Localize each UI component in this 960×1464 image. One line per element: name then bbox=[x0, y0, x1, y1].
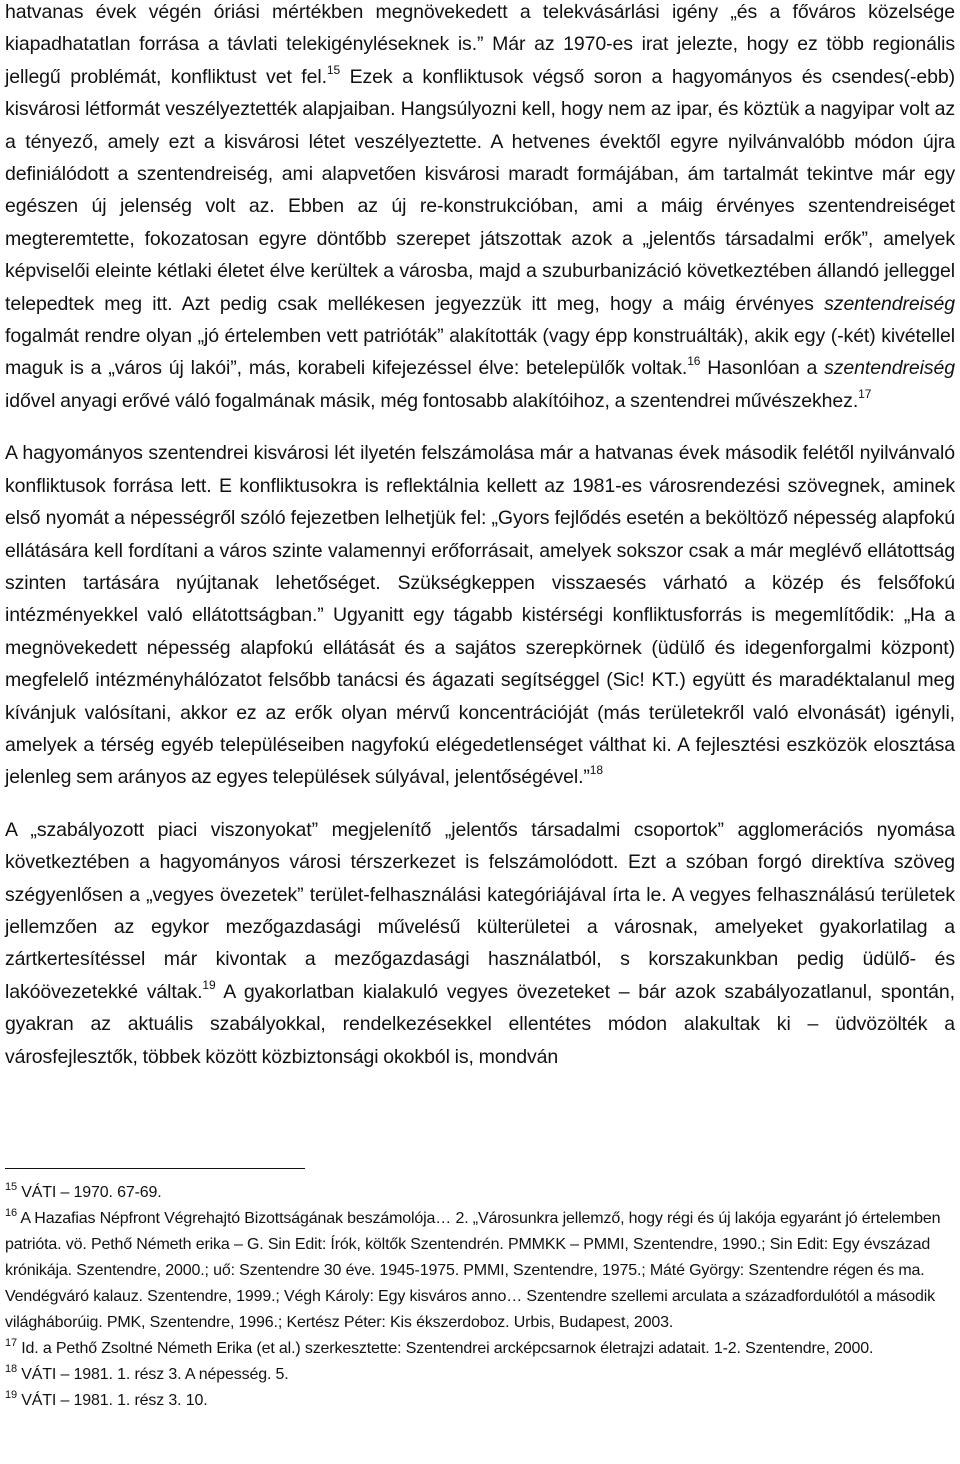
paragraph-segment: A gyakorlatban kialakuló vegyes övezeteket – bár azok szabályozatlanul, spontán, gyakran az aktuális szabályokkal, rendelkezésekkel ellentétes módon alakultak ki – üdvözölték a városfejlesztők, többek között közbiztonsági okokból is, mondván bbox=[5, 980, 955, 1068]
footnote-number: 16 bbox=[5, 1207, 17, 1219]
footnote-ref-17: 17 bbox=[858, 386, 872, 401]
footnote-text: VÁTI – 1970. 67-69. bbox=[16, 1184, 162, 1201]
footnote-ref-15: 15 bbox=[326, 62, 341, 77]
paragraph-segment: Ezek a konfliktusok végső soron a hagyományos és csendes(-ebb) kisvárosi létformát veszélyeztették alapjaiban. Hangsúlyozni kell, hogy nem az ipar, és köztük a nagyipar volt az a tényező, amely ezt a kisvárosi létet veszélyeztette. A hetvenes évektől egyre nyilvánvalóbb módon újra definiálódott a szentendreiség, ami alapvetően kisvárosi maradt formájában, ám tartalmát tekintve már egy egészen új jelenség volt az. Ebben az új re-konstrukcióban, ami a máig érvényes szentendreiséget megteremtette, fokozatosan egyre döntőbb szerepet játszottak azok a „jelentős társadalmi erők”, amelyek képviselői eleinte kétlaki életet élve kerültek a városba, majd a szuburbanizáció következtében állandó jelleggel telepedtek meg itt. Azt pedig csak mellékesen jegyezzük itt meg, hogy a máig érvényes bbox=[5, 65, 955, 315]
paragraph bbox=[5, 0, 955, 417]
footnote-ref-18: 18 bbox=[589, 763, 603, 778]
paragraph-segment: fogalmát rendre olyan „jó értelemben vett patrióták” alakították (vagy épp konstruálták), akik egy (-két) kivétellel maguk is a „város új lakói”, más, korabeli kifejezéssel élve: betelepülők voltak. bbox=[5, 325, 955, 380]
footnote-text: VÁTI – 1981. 1. rész 3. 10. bbox=[16, 1392, 208, 1409]
footnote-15 bbox=[5, 1180, 955, 1206]
footnote-ref-16: 16 bbox=[687, 354, 701, 369]
footnote-19 bbox=[5, 1388, 955, 1414]
paragraph-segment: idővel anyagi erővé váló fogalmának másik, még fontosabb alakítóihoz, a szentendrei művészekhez. bbox=[5, 389, 859, 412]
paragraph bbox=[5, 437, 955, 793]
paragraph-segment: A hagyományos szentendrei kisvárosi lét ilyetén felszámolása már a hatvanas évek második felétől nyilvánvaló konfliktusok forrása lett. E konfliktusokra is reflektálnia kellett az 1981-es városrendezési szövegnek, aminek első nyomát a népességről szóló fejezetben lelhetjük fel: „Gyors fejlődés esetén a beköltöző népesség alapfokú ellátására kell fordítani a város szinte valamennyi erőforrásait, amelyek sokszor csak a már meglévő ellátottság szinten tartására nyújtanak lehetőséget. Szükségkeppen visszaesés várható a közép és felsőfokú intézményekkel való ellátottságban.” Ugyanitt egy tágabb kistérségi konfliktusforrás is megemlítődik: „Ha a megnövekedett népesség alapfokú ellátását és a sajátos szerepkörnek (üdülő és idegenforgalmi központ) megfelelő intézményhálózatot felsőbb tanácsi és ágazati segítséggel (Sic! KT.) együtt és maradéktalanul meg kívánjuk valósítani, akkor ez az erők olyan mérvű koncentrációját (más területekről való elvonását) igényli, amelyek a térség egyéb településeiben nagyfokú elégedetlenséget válthat ki. A fejlesztési eszközök elosztása jelenleg sem arányos az egyes települések súlyával, jelentőségével.” bbox=[5, 442, 955, 789]
footnote-text: A Hazafias Népfront Végrehajtó Bizottságának beszámolója… 2. „Városunkra jellemző, hogy régi és új lakója egyaránt jó értelemben patrióta. vö. Pethő Németh erika – G. Sin Edit: Írók, költők Szentendrén. PMMKK – PMMI, Szentendre, 1990.; Sin Edit: Egy évszázad krónikája. Szentendre, 2000.; uő: Szentendre 30 éve. 1945-1975. PMMI, Szentendre, 1975.; Máté György: Szentendre régen és ma. Vendégváró kalauz. Szentendre, 1999.; Végh Károly: Egy kisváros anno… Szentendre szellemi arculata a századfordulótól a második világháborúig. PMK, Szentendre, 1996.; Kertész Péter: Kis ékszerdoboz. Urbis, Budapest, 2003. bbox=[5, 1210, 941, 1331]
footnote-number: 18 bbox=[5, 1363, 17, 1375]
footnote-18 bbox=[5, 1362, 955, 1388]
paragraph-segment: A „szabályozott piaci viszonyokat” megjelenítő „jelentős társadalmi csoportok” agglomerációs nyomása következtében a hagyományos városi térszerkezet is felszámolódott. Ezt a szóban forgó direktíva szöveg szégyenlősen a „vegyes övezetek” terület-felhasználási kategóriájával írta le. A vegyes felhasználású területek jellemzően az egykor mezőgazdasági művelésű külterületei a városnak, amelyeket gyakorlatilag a zártkertesítéssel már kivontak a mezőgazdasági használatból, s korszakunkban pedig üdülő- és lakóövezetekké váltak. bbox=[5, 818, 955, 1003]
footnote-text: VÁTI – 1981. 1. rész 3. A népesség. 5. bbox=[16, 1366, 289, 1383]
footnotes bbox=[5, 1180, 955, 1414]
footnote-text: Id. a Pethő Zsoltné Németh Erika (et al.) szerkesztette: Szentendrei arcképcsarnok életrajzi adatait. 1-2. Szentendre, 2000. bbox=[16, 1340, 874, 1357]
paragraph-segment: Hasonlóan a bbox=[700, 357, 825, 380]
paragraph bbox=[5, 814, 955, 1073]
footnote-16 bbox=[5, 1206, 955, 1336]
document-body bbox=[5, 0, 955, 1073]
footnote-separator bbox=[5, 1168, 305, 1169]
footnote-number: 15 bbox=[5, 1181, 17, 1193]
footnote-ref-19: 19 bbox=[202, 977, 216, 992]
footnote-number: 19 bbox=[5, 1389, 17, 1401]
italic-term: szentendreiség bbox=[824, 292, 955, 315]
paragraph-segment: hatvanas évek végén óriási mértékben megnövekedett a telekvásárlási igény „és a főváros közelsége kiapadhatatlan forrása a távlati telekigényléseknek is.” Már az 1970-es irat jelezte, hogy ez több regionális jellegű problémát, konfliktust vet fel. bbox=[5, 1, 955, 88]
footnote-number: 17 bbox=[5, 1337, 17, 1349]
italic-term: szentendreiség bbox=[824, 357, 955, 380]
footnote-17 bbox=[5, 1336, 955, 1362]
